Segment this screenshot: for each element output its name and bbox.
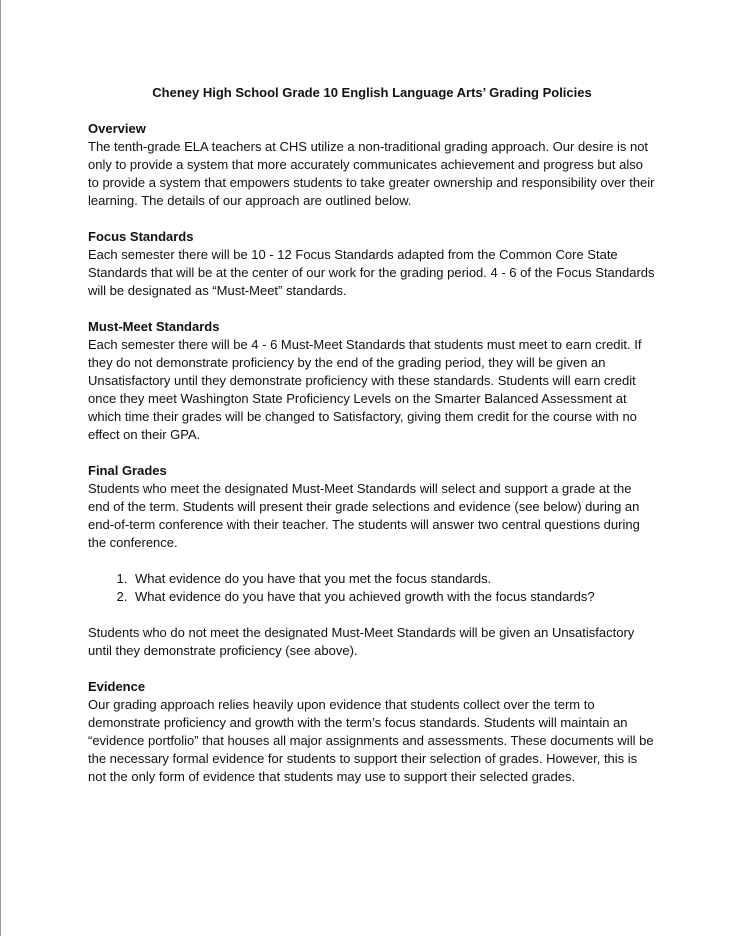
list-item: 2. What evidence do you have that you achieved growth with the focus standards? — [131, 588, 656, 606]
section-paragraph: Each semester there will be 10 - 12 Focus Standards adapted from the Common Core State Standards that will be at the center of our work for the grading period. 4 - 6 of the Focus Standards will be designated as “Must-Meet” standards. — [88, 247, 655, 298]
section-heading: Overview — [88, 121, 146, 136]
section-evidence — [88, 678, 656, 786]
section-paragraph: The tenth-grade ELA teachers at CHS utilize a non-traditional grading approach. Our desire is not only to provide a system that more accurately communicates achievement and progress but also to provide a system that empowers students to take greater ownership and responsibility over their learning. The details of our approach are outlined below. — [88, 139, 655, 208]
section-paragraph: Students who do not meet the designated Must-Meet Standards will be given an Unsatisfactory until they demonstrate proficiency (see above). — [88, 625, 635, 658]
section-heading: Final Grades — [88, 463, 167, 478]
list-item: 1. What evidence do you have that you met the focus standards. — [131, 570, 656, 588]
document-content — [88, 84, 656, 804]
section-focus-standards — [88, 228, 656, 300]
section-must-meet-standards — [88, 318, 656, 444]
section-final-grades — [88, 462, 656, 660]
section-paragraph: Our grading approach relies heavily upon evidence that students collect over the term to demonstrate proficiency and growth with the term’s focus standards. Students will maintain an “evidence portfolio” that houses all major assignments and assessments. These documents will be the necessary formal evidence for students to support their selection of grades. However, this is not the only form of evidence that students may use to support their selected grades. — [88, 697, 654, 784]
questions-list — [88, 570, 656, 606]
section-paragraph: Students who meet the designated Must-Meet Standards will select and support a grade at the end of the term. Students will present their grade selections and evidence (see below) during an end-of-term conference with their teacher. The students will answer two central questions during the conference. — [88, 481, 640, 550]
document-title: Cheney High School Grade 10 English Language Arts’ Grading Policies — [152, 85, 592, 100]
section-heading: Focus Standards — [88, 229, 194, 244]
section-heading: Evidence — [88, 679, 146, 694]
section-overview — [88, 120, 656, 210]
section-heading: Must-Meet Standards — [88, 319, 220, 334]
section-paragraph: Each semester there will be 4 - 6 Must-Meet Standards that students must meet to earn credit. If they do not demonstrate proficiency by the end of the grading period, they will be given an Unsatisfactory until they demonstrate proficiency with these standards. Students will earn credit once they meet Washington State Proficiency Levels on the Smarter Balanced Assessment at which time their grades will be changed to Satisfactory, giving them credit for the course with no effect on their GPA. — [88, 337, 642, 442]
